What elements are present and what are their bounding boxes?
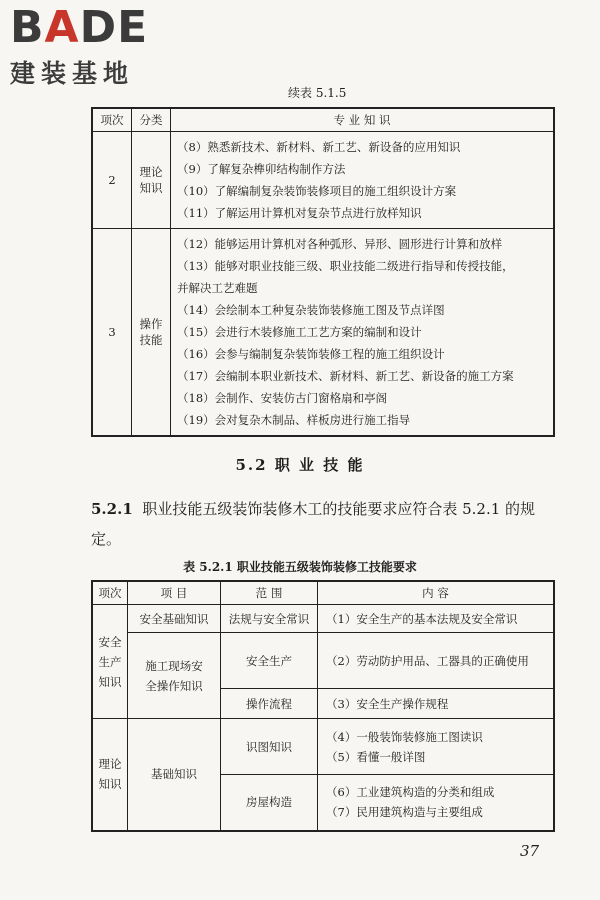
list-item: （10）了解编制复杂装饰装修项目的施工组织设计方案	[177, 184, 457, 198]
list-item: （12）能够运用计算机对各种弧形、异形、圆形进行计算和放样	[177, 237, 503, 251]
item-safety-basics: 安全基础知识	[128, 605, 221, 633]
row-num: 3	[92, 229, 132, 437]
list-item: （18）会制作、安装仿古门窗格扇和亭阁	[177, 391, 388, 405]
table-title: 表 5.2.1 职业技能五级装饰装修工技能要求	[183, 560, 417, 574]
list-item: 并解决工艺难题	[177, 281, 258, 295]
header-num: 项次	[92, 108, 132, 132]
section-title: 5.2 职 业 技 能	[235, 456, 365, 474]
table-caption: 续表 5.1.5	[288, 86, 347, 100]
content-5	[318, 775, 555, 831]
list-item: （16）会参与编制复杂装饰装修工程的施工组织设计	[177, 347, 445, 361]
header-num: 项次	[92, 581, 128, 605]
paragraph	[91, 494, 563, 554]
list-item: （4）一般装饰装修施工图读识	[326, 729, 483, 744]
list-item: （11）了解运用计算机对复杂节点进行放样知识	[177, 206, 422, 220]
row-category: 操作技能	[132, 229, 171, 437]
scope-construction: 房屋构造	[221, 775, 318, 831]
scope-drawing: 识图知识	[221, 719, 318, 775]
group-theory: 理论知识	[92, 719, 128, 831]
group-safety: 安全生产知识	[92, 605, 128, 719]
list-item: （5）看懂一般详图	[326, 749, 426, 764]
list-item: （6）工业建筑构造的分类和组成	[326, 785, 495, 800]
content-1: （1）安全生产的基本法规及安全常识	[318, 605, 555, 633]
table-row	[92, 132, 554, 229]
header-content: 内 容	[318, 581, 555, 605]
table-row	[92, 719, 554, 775]
table-row	[92, 633, 554, 689]
scope-procedure: 操作流程	[221, 689, 318, 719]
item-basics: 基础知识	[128, 719, 221, 831]
list-item: （9）了解复杂榫卯结构制作方法	[177, 162, 346, 176]
header-item: 项 目	[128, 581, 221, 605]
list-item: （8）熟悉新技术、新材料、新工艺、新设备的应用知识	[177, 140, 461, 154]
content-2: （2）劳动防护用品、工器具的正确使用	[318, 633, 555, 689]
list-item: （14）会绘制本工种复杂装饰装修施工图及节点详图	[177, 303, 445, 317]
page-number: 37	[520, 842, 540, 860]
row-category: 理论知识	[132, 132, 171, 229]
header-knowledge: 专 业 知 识	[171, 108, 555, 132]
paragraph-number: 5.2.1	[91, 500, 133, 518]
table-row	[92, 605, 554, 633]
scope-safety: 安全生产	[221, 633, 318, 689]
content-4	[318, 719, 555, 775]
list-item: （13）能够对职业技能三级、职业技能二级进行指导和传授技能，	[177, 259, 514, 273]
row-items	[171, 132, 555, 229]
row-num: 2	[92, 132, 132, 229]
logo-brand: BADE	[10, 2, 149, 53]
header-scope: 范 围	[221, 581, 318, 605]
list-item: （17）会编制本职业新技术、新材料、新工艺、新设备的施工方案	[177, 369, 514, 383]
item-site-safety: 施工现场安全操作知识	[128, 633, 221, 719]
list-item: （15）会进行木装修施工工艺方案的编制和设计	[177, 325, 422, 339]
header-category: 分类	[132, 108, 171, 132]
list-item: （19）会对复杂木制品、样板房进行施工指导	[177, 413, 411, 427]
knowledge-table	[91, 107, 555, 437]
list-item: （7）民用建筑构造与主要组成	[326, 805, 483, 820]
table-row	[92, 229, 554, 437]
paragraph-text: 职业技能五级装饰装修木工的技能要求应符合表 5.2.1 的规定。	[91, 500, 536, 548]
logo-subtitle: 建装基地	[10, 59, 135, 88]
logo	[10, 2, 149, 90]
scope-regulations: 法规与安全常识	[221, 605, 318, 633]
row-items	[171, 229, 555, 437]
skills-table	[91, 580, 555, 832]
content-3: （3）安全生产操作规程	[318, 689, 555, 719]
